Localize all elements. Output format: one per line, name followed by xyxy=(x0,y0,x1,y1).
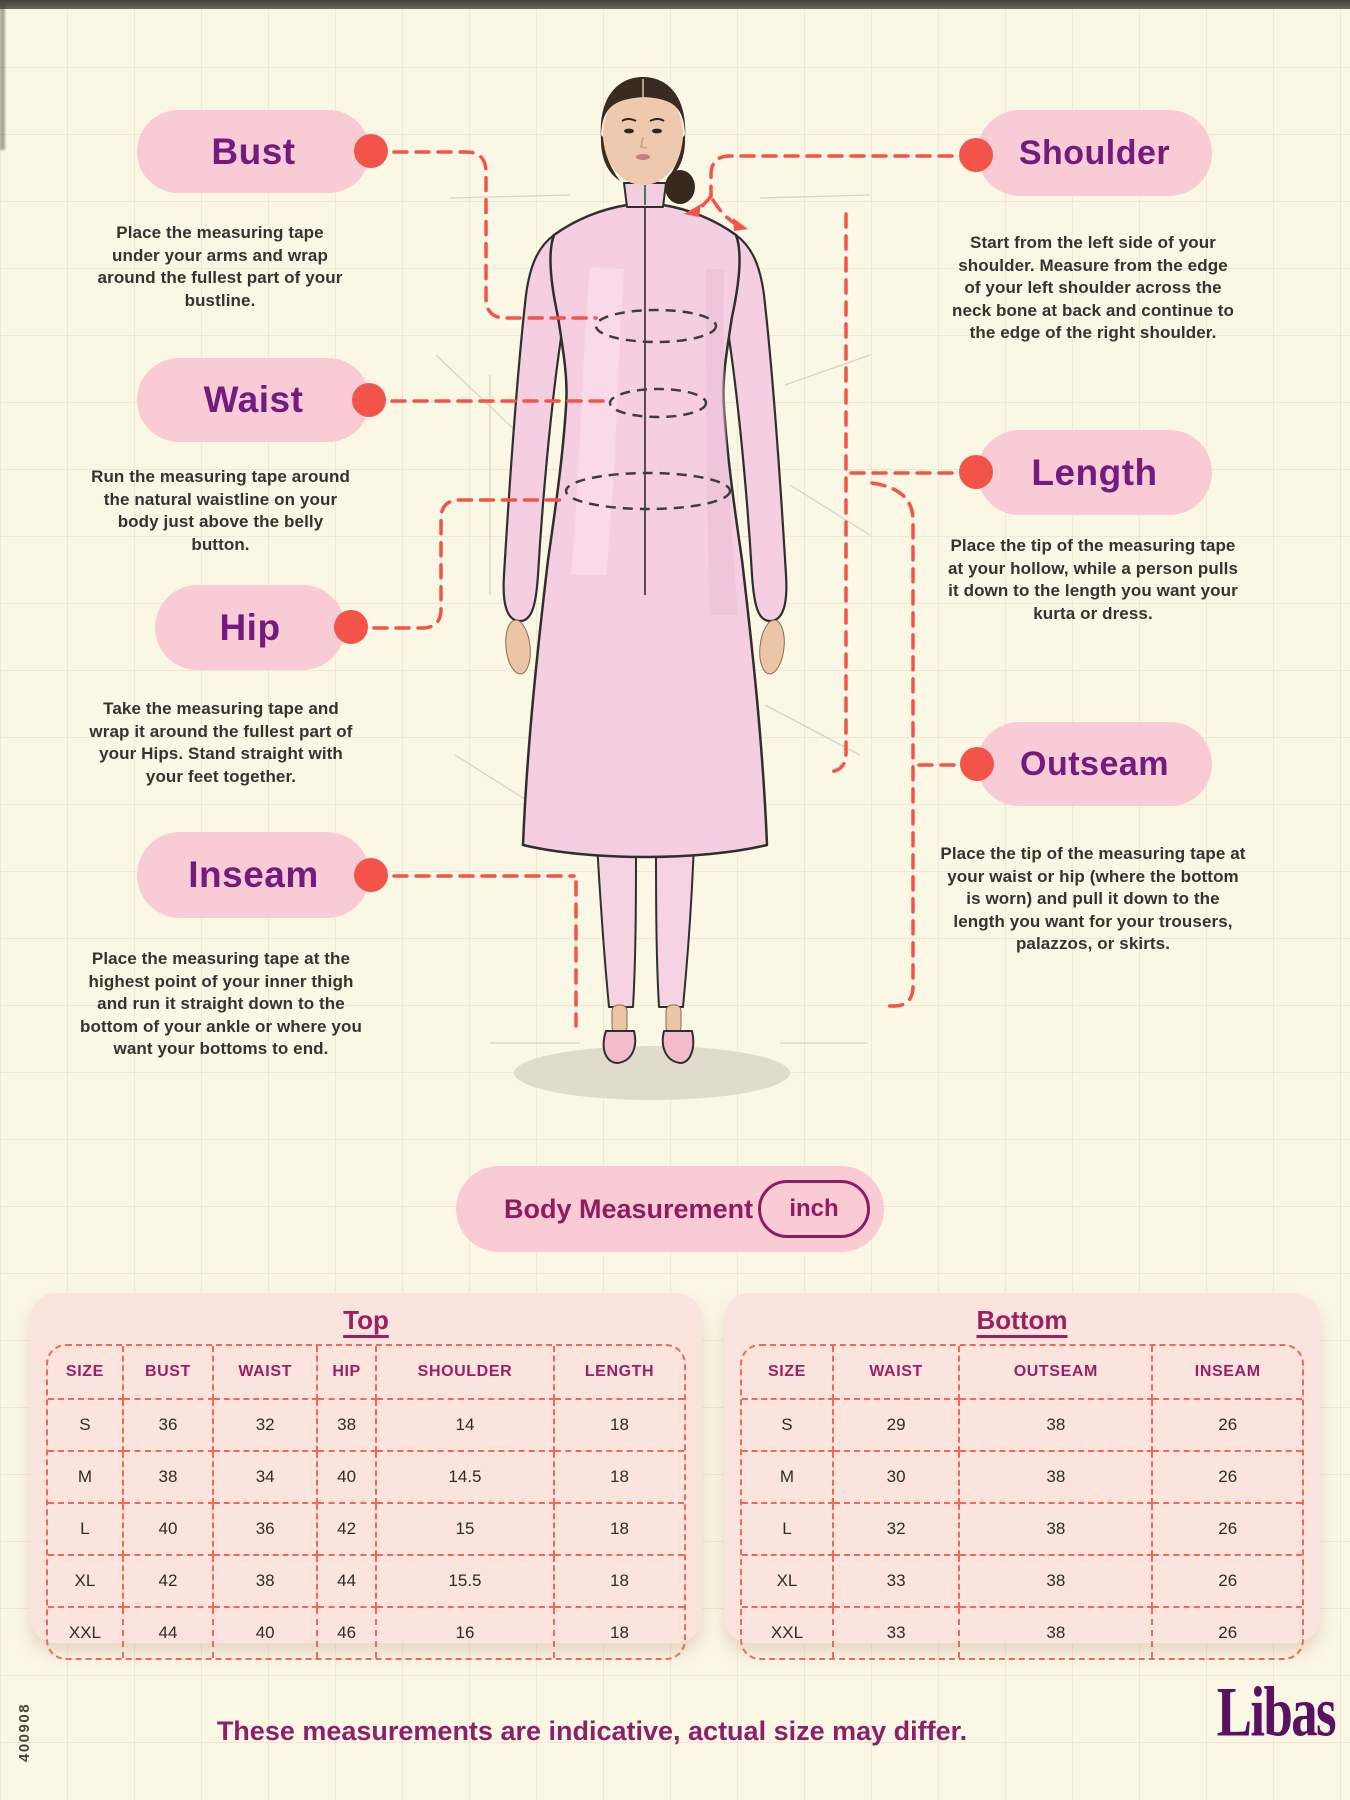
inseam-description: Place the measuring tape at the highest point of your inner thigh and run it straight down to the bottom of your ankle or where you want your bottoms to end. xyxy=(80,949,362,1059)
waist-connector-dot xyxy=(352,383,386,417)
value-cell: 36 xyxy=(124,1400,214,1452)
shoulder-arrow-left-head xyxy=(684,204,701,217)
value-cell: 38 xyxy=(960,1400,1153,1452)
length-label-pill xyxy=(977,430,1212,515)
bottom-size-panel xyxy=(724,1293,1320,1643)
waist-description: Run the measuring tape around the natural waistline on your body just above the belly button. xyxy=(91,467,350,554)
table-row xyxy=(48,1556,684,1608)
column-header: LENGTH xyxy=(555,1346,684,1400)
photo-top-edge xyxy=(0,0,1350,9)
outseam-label: Outseam xyxy=(1020,744,1169,783)
shoulder-label: Shoulder xyxy=(1018,133,1171,172)
column-header: WAIST xyxy=(214,1346,318,1400)
value-cell: 26 xyxy=(1153,1452,1302,1504)
inseam-label: Inseam xyxy=(188,854,319,895)
value-cell: 44 xyxy=(318,1556,377,1608)
shoulder-label-pill xyxy=(977,110,1212,196)
value-cell: 38 xyxy=(318,1400,377,1452)
value-cell: 15 xyxy=(377,1504,555,1556)
table-row xyxy=(742,1504,1302,1556)
size-cell: M xyxy=(48,1452,124,1504)
top-size-panel xyxy=(30,1293,702,1643)
size-cell: S xyxy=(48,1400,124,1452)
length-connector-dot xyxy=(959,455,993,489)
size-cell: L xyxy=(742,1504,834,1556)
shoulder-connector-line xyxy=(711,156,974,196)
brand-logo: Libas xyxy=(1216,1673,1335,1752)
column-header: OUTSEAM xyxy=(960,1346,1153,1400)
unit-inch-badge: inch xyxy=(758,1180,870,1238)
size-cell: M xyxy=(742,1452,834,1504)
length-label: Length xyxy=(1031,451,1158,493)
column-header: HIP xyxy=(318,1346,377,1400)
size-cell: XL xyxy=(48,1556,124,1608)
size-cell: S xyxy=(742,1400,834,1452)
value-cell: 38 xyxy=(124,1452,214,1504)
hip-label: Hip xyxy=(219,606,281,648)
size-cell: XXL xyxy=(742,1608,834,1658)
bust-connector-line xyxy=(372,152,596,318)
bust-connector-dot xyxy=(354,134,388,168)
length-vertical-line xyxy=(827,214,846,772)
waist-label-pill xyxy=(137,358,370,442)
column-header: INSEAM xyxy=(1153,1346,1302,1400)
footer-disclaimer: These measurements are indicative, actual size may differ. xyxy=(216,1716,968,1746)
hip-description: Take the measuring tape and wrap it around the fullest part of your Hips. Stand straight with your feet together. xyxy=(89,699,353,786)
value-cell: 40 xyxy=(214,1608,318,1658)
size-cell: XL xyxy=(742,1556,834,1608)
column-header: SIZE xyxy=(48,1346,124,1400)
outseam-connector-dot xyxy=(960,747,994,781)
value-cell: 30 xyxy=(834,1452,960,1504)
photo-left-edge xyxy=(0,0,5,150)
header-row xyxy=(48,1346,684,1400)
value-cell: 26 xyxy=(1153,1556,1302,1608)
outseam-vertical-line xyxy=(872,483,913,1006)
table-row xyxy=(48,1504,684,1556)
value-cell: 38 xyxy=(960,1556,1153,1608)
value-cell: 26 xyxy=(1153,1400,1302,1452)
value-cell: 15.5 xyxy=(377,1556,555,1608)
value-cell: 18 xyxy=(555,1504,684,1556)
value-cell: 36 xyxy=(214,1504,318,1556)
value-cell: 14.5 xyxy=(377,1452,555,1504)
value-cell: 40 xyxy=(124,1504,214,1556)
outseam-description: Place the tip of the measuring tape at your waist or hip (where the bottom is worn) and pull it down to the length you want for your trousers, palazzos, or skirts. xyxy=(940,844,1246,954)
table-row xyxy=(742,1608,1302,1658)
waist-label: Waist xyxy=(203,379,304,420)
column-header: WAIST xyxy=(834,1346,960,1400)
value-cell: 33 xyxy=(834,1608,960,1658)
bust-label: Bust xyxy=(211,130,296,172)
value-cell: 42 xyxy=(124,1556,214,1608)
table-row xyxy=(742,1400,1302,1452)
side-product-code: 400908 xyxy=(16,1702,33,1762)
table-row xyxy=(48,1400,684,1452)
value-cell: 14 xyxy=(377,1400,555,1452)
bottom-size-table xyxy=(740,1344,1304,1660)
column-header: SHOULDER xyxy=(377,1346,555,1400)
inseam-connector-dot xyxy=(354,858,388,892)
value-cell: 46 xyxy=(318,1608,377,1658)
value-cell: 32 xyxy=(214,1400,318,1452)
value-cell: 18 xyxy=(555,1400,684,1452)
header-row xyxy=(742,1346,1302,1400)
column-header: BUST xyxy=(124,1346,214,1400)
value-cell: 26 xyxy=(1218,1623,1238,1642)
table-row xyxy=(48,1452,684,1504)
value-cell: 18 xyxy=(610,1623,629,1642)
length-description: Place the tip of the measuring tape at your hollow, while a person pulls it down to the length you want your kurta or dress. xyxy=(947,536,1239,623)
value-cell: 18 xyxy=(555,1452,684,1504)
bottom-table-title: Bottom xyxy=(976,1305,1068,1335)
outseam-label-pill xyxy=(977,722,1212,806)
value-cell: 18 xyxy=(555,1556,684,1608)
value-cell: 34 xyxy=(214,1452,318,1504)
shoulder-connector-dot xyxy=(959,138,993,172)
value-cell: 42 xyxy=(318,1504,377,1556)
size-cell: XXL xyxy=(48,1608,124,1658)
bust-description: Place the measuring tape under your arms and wrap around the fullest part of your bustline. xyxy=(97,223,343,310)
size-cell: L xyxy=(48,1504,124,1556)
top-size-table xyxy=(46,1344,686,1660)
top-table-title: Top xyxy=(343,1305,389,1335)
table-row xyxy=(742,1556,1302,1608)
inseam-label-pill xyxy=(137,832,370,918)
value-cell: 29 xyxy=(834,1400,960,1452)
value-cell: 38 xyxy=(214,1556,318,1608)
shoulder-description: Start from the left side of your shoulder. Measure from the edge of your left shoulder across the neck bone at back and continue to the edge of the right shoulder. xyxy=(952,233,1234,343)
value-cell: 40 xyxy=(318,1452,377,1504)
table-row xyxy=(742,1452,1302,1504)
hip-connector-dot xyxy=(334,610,368,644)
body-measurement-bar xyxy=(456,1166,884,1252)
value-cell: 38 xyxy=(960,1504,1153,1556)
hip-label-pill xyxy=(155,585,345,670)
column-header: SIZE xyxy=(742,1346,834,1400)
value-cell: 38 xyxy=(960,1452,1153,1504)
shoulder-arrow-right-head xyxy=(733,218,748,231)
hip-connector-line xyxy=(352,500,562,628)
value-cell: 26 xyxy=(1153,1504,1302,1556)
value-cell: 16 xyxy=(377,1608,555,1658)
value-cell: 32 xyxy=(834,1504,960,1556)
value-cell: 38 xyxy=(960,1608,1153,1658)
body-measurement-label: Body Measurement xyxy=(504,1193,754,1224)
bust-label-pill xyxy=(137,110,370,193)
table-row xyxy=(48,1608,684,1658)
value-cell: 33 xyxy=(834,1556,960,1608)
value-cell: 44 xyxy=(124,1608,214,1658)
